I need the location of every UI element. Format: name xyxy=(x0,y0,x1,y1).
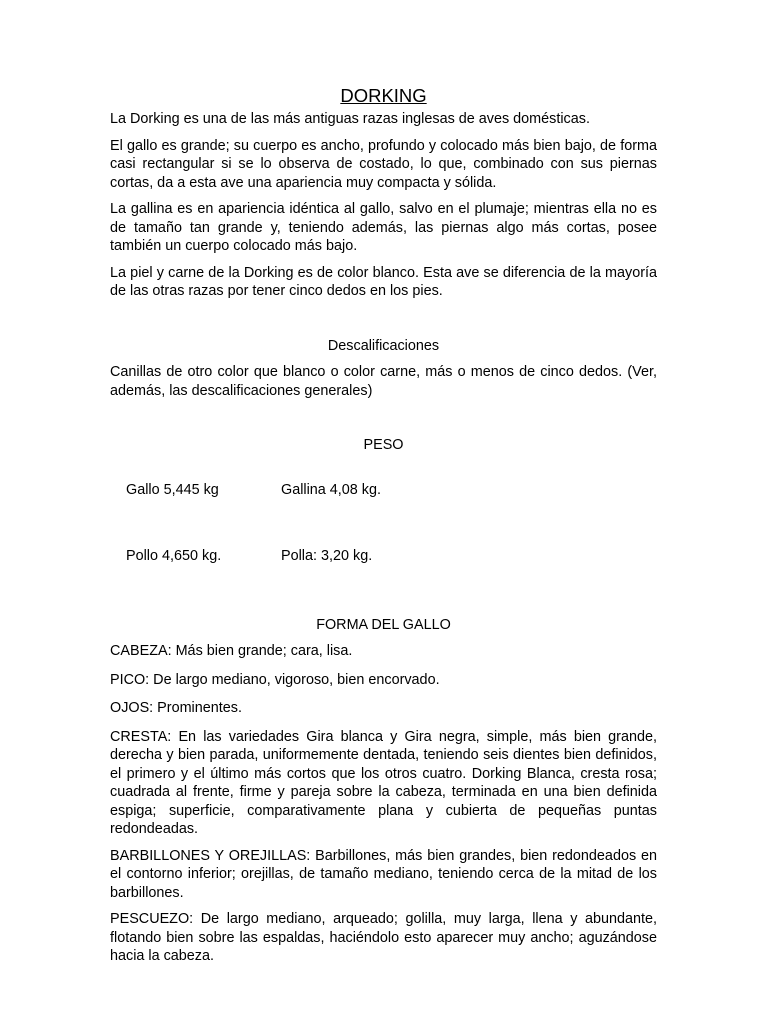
forma-item: PESCUEZO: De largo mediano, arqueado; golilla, muy larga, llena y abundante, flotando bien sobre las espaldas, haciéndolo esto aparecer muy ancho; aguzándose hacia la cabeza. xyxy=(110,911,657,964)
intro-paragraph: La Dorking es una de las más antiguas razas inglesas de aves domésticas. xyxy=(110,111,590,127)
forma-item: CRESTA: En las variedades Gira blanca y Gira negra, simple, más bien grande, derecha y bien parada, uniformemente dentada, teniendo seis dientes bien definidos, el primero y el último más cortos que los otros cuatro. Dorking Blanca, cresta rosa; cuadrada al frente, firme y pareja sobre la cabeza, terminada en una bien definida espiga; superficie, comparativamente plana y cubierta de pequeñas puntas redondeadas. xyxy=(110,728,657,837)
forma-item: CABEZA: Más bien grande; cara, lisa. xyxy=(110,643,353,659)
peso-row xyxy=(110,463,657,519)
section-heading-forma: FORMA DEL GALLO xyxy=(316,616,451,633)
section-spacer xyxy=(110,594,657,616)
intro-paragraph: La gallina es en apariencia idéntica al gallo, salvo en el plumaje; mientras ella no es de tamaño tan grande y, teniendo además, las piernas algo más cortas, posee también un cuerpo colocado más bajo. xyxy=(110,201,657,254)
section-spacer xyxy=(110,309,657,337)
document-page xyxy=(110,84,657,974)
section-heading-peso: PESO xyxy=(363,437,404,453)
descalificaciones-text: Canillas de otro color que blanco o color carne, más o menos de cinco dedos. (Ver, además, las descalificaciones generales) xyxy=(110,364,657,399)
peso-row xyxy=(110,528,657,584)
peso-cell: Polla: 3,20 kg. xyxy=(281,547,373,564)
peso-cell: Gallo 5,445 kg xyxy=(126,482,219,498)
document-title: DORKING xyxy=(340,85,427,106)
intro-paragraph: El gallo es grande; su cuerpo es ancho, profundo y colocado más bien bajo, de forma casi rectangular si se lo observa de costado, lo que, combinado con sus piernas cortas, da a esta ave una apariencia muy compacta y sólida. xyxy=(110,137,657,191)
intro-paragraph: La piel y carne de la Dorking es de color blanco. Esta ave se diferencia de la mayoría de las otras razas por tener cinco dedos en los pies. xyxy=(110,264,657,299)
section-spacer xyxy=(110,408,657,436)
forma-item: PICO: De largo mediano, vigoroso, bien encorvado. xyxy=(110,671,440,688)
peso-cell: Pollo 4,650 kg. xyxy=(126,547,222,564)
forma-item: OJOS: Prominentes. xyxy=(110,700,242,716)
peso-cell: Gallina 4,08 kg. xyxy=(281,482,381,498)
section-heading-descalificaciones: Descalificaciones xyxy=(327,337,440,354)
forma-item: BARBILLONES Y OREJILLAS: Barbillones, más bien grandes, bien redondeados en el contorno inferior; orejillas, de tamaño mediano, teniendo cerca de la mitad de los barbillones. xyxy=(110,847,657,901)
